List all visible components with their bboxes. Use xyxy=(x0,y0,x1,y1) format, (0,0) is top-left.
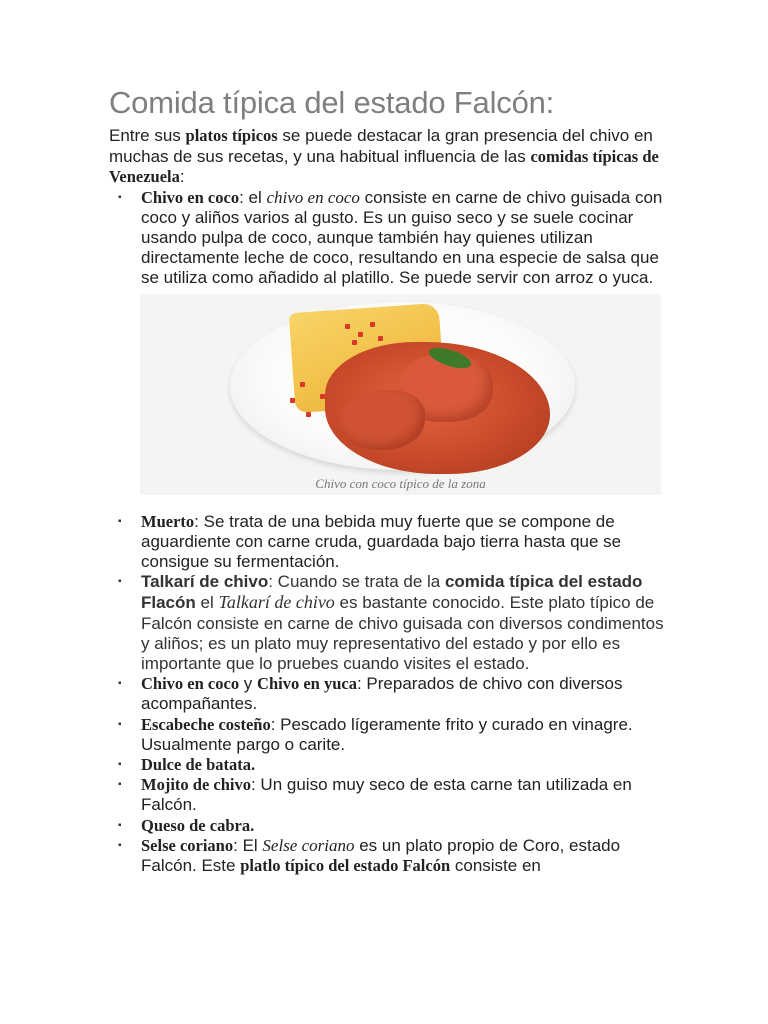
item-text: : Pescado lígeramente frito y curado en vinagre. Usualmente pargo o carite. xyxy=(141,714,633,754)
dish-list xyxy=(109,188,669,289)
item-text: : El xyxy=(233,835,263,855)
item-text: consiste en carne de chivo guisada con coco y aliños varios al gusto. Es un guiso seco y se suele cocinar usando pulpa de coco, aunque también hay quienes utilizan directamente leche de coco, resultando en una especie de salsa que se utiliza como añadido al platillo. Se puede servir con arroz o yuca. xyxy=(141,187,663,288)
dish-list-continued xyxy=(109,512,669,877)
dish-photo xyxy=(140,294,661,495)
item-text: : Un guiso muy seco de esta carne tan utilizada en Falcón. xyxy=(141,775,632,815)
list-item-escabeche xyxy=(109,715,669,755)
intro-text: : xyxy=(179,167,185,186)
bullet-icon: ▪ xyxy=(118,191,122,203)
pepper-dot xyxy=(300,382,305,387)
pepper-dot xyxy=(358,332,363,337)
bullet-icon: ▪ xyxy=(118,839,122,851)
pepper-dot xyxy=(352,340,357,345)
item-text: es un plato propio de Coro, estado Falcón. Este xyxy=(141,835,621,875)
list-item-mojito xyxy=(109,775,669,815)
document-page xyxy=(109,84,669,876)
intro-paragraph xyxy=(109,126,669,188)
figure-caption: Chivo con coco típico de la zona xyxy=(315,475,486,491)
item-term: Dulce de batata. xyxy=(141,754,256,774)
list-item-muerto xyxy=(109,512,669,573)
item-text: el xyxy=(195,593,219,613)
item-text: : Se trata de una bebida muy fuerte que se compone de aguardiente con carne cruda, guardada bajo tierra hasta que se consigue su fermentación. xyxy=(141,511,622,571)
item-italic: Talkarí de chivo xyxy=(218,592,335,613)
pepper-dot xyxy=(290,398,295,403)
list-item-talkari xyxy=(109,572,669,674)
list-item-queso-cabra xyxy=(109,816,669,836)
item-text: consiste en xyxy=(450,855,541,875)
meat-piece xyxy=(340,390,425,450)
bullet-icon: ▪ xyxy=(118,718,122,730)
item-text: : Cuando se trata de la xyxy=(268,572,445,592)
intro-text: se puede destacar la gran presencia del chivo en muchas de sus recetas, y una habitual influencia de las xyxy=(109,126,653,166)
item-text: es bastante conocido. Este plato típico de Falcón consiste en carne de chivo guisada con diversos condimentos y aliños; es un plato muy representativo del estado y por ello es importante que lo pruebes cuando visites el estado. xyxy=(141,593,664,673)
item-italic: chivo en coco xyxy=(266,187,360,207)
list-item-chivo-coco-yuca xyxy=(109,674,669,714)
bullet-icon: ▪ xyxy=(118,678,122,690)
link-platos-tipicos[interactable]: platos típicos xyxy=(185,126,278,145)
item-term: Mojito de chivo xyxy=(141,775,251,795)
item-term: Escabeche costeño xyxy=(141,714,271,734)
item-text: : el xyxy=(239,187,267,207)
link-platlo-tipico-falcon[interactable]: platlo típico del estado Falcón xyxy=(240,855,451,875)
link-comida-tipica-falcon[interactable]: comida típica del estado Flacón xyxy=(141,572,643,613)
item-term: Chivo en coco xyxy=(141,674,240,694)
item-text: : Preparados de chivo con diversos acompañantes. xyxy=(141,674,623,714)
link-comidas-tipicas-venezuela[interactable]: comidas típicas de Venezuela xyxy=(109,146,659,186)
bullet-icon: ▪ xyxy=(118,819,122,831)
bullet-icon: ▪ xyxy=(118,515,122,527)
item-term: Talkarí de chivo xyxy=(141,572,269,592)
item-text: y xyxy=(239,674,258,694)
page-title: Comida típica del estado Falcón: xyxy=(109,85,555,120)
bullet-icon: ▪ xyxy=(118,758,122,770)
item-term: Chivo en coco xyxy=(141,187,240,207)
pepper-dot xyxy=(306,412,311,417)
list-item-chivo-en-coco xyxy=(109,188,669,289)
bullet-icon: ▪ xyxy=(118,576,122,588)
item-italic: Selse coriano xyxy=(262,835,355,855)
pepper-dot xyxy=(378,336,383,341)
item-term: Muerto xyxy=(141,511,195,531)
list-item-selse-coriano xyxy=(109,836,669,876)
bullet-icon: ▪ xyxy=(118,779,122,791)
item-term: Chivo en yuca xyxy=(257,674,357,694)
intro-text: Entre sus xyxy=(109,126,186,145)
item-term: Queso de cabra. xyxy=(141,815,255,835)
pepper-dot xyxy=(370,322,375,327)
list-item-dulce-batata xyxy=(109,755,669,775)
pepper-dot xyxy=(345,324,350,329)
item-term: Selse coriano xyxy=(141,835,234,855)
